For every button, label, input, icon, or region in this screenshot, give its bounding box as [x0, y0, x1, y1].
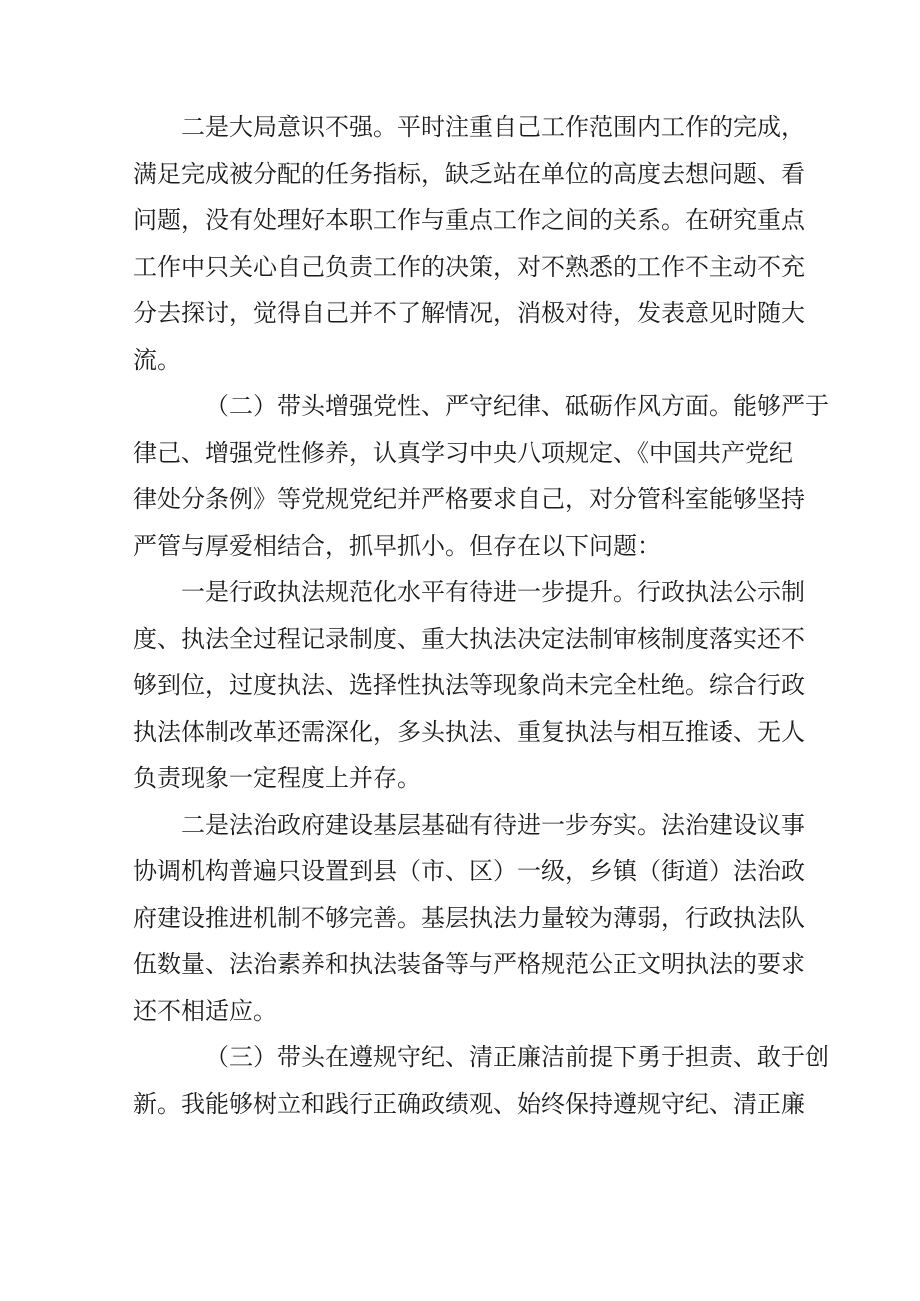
text-line: 二是法治政府建设基层基础有待进一步夯实。法治建设议事	[181, 810, 805, 839]
text-line: 协调机构普遍只设置到县（市、区）一级，乡镇（街道）法治政	[133, 857, 805, 885]
text-line: 律己、增强党性修养，认真学习中央八项规定、《中国共产党纪	[133, 438, 793, 467]
text-line: 新。我能够树立和践行正确政绩观、始终保持遵规守纪、清正廉	[133, 1089, 805, 1118]
paragraph-big-picture	[133, 104, 805, 383]
text-line: （二）带头增强党性、严守纪律、砥砺作风方面。能够严于	[205, 392, 829, 420]
paragraph-section-two-heading	[133, 383, 829, 569]
text-line: 够到位，过度执法、选择性执法等现象尚未完全杜绝。综合行政	[133, 671, 805, 699]
paragraph-rule-of-law-government	[133, 802, 805, 1035]
text-line: 问题，没有处理好本职工作与重点工作之间的关系。在研究重点	[133, 206, 805, 234]
document-body	[133, 104, 829, 1127]
text-line: 一是行政执法规范化水平有待进一步提升。行政执法公示制	[181, 578, 805, 606]
text-line: （三）带头在遵规守纪、清正廉洁前提下勇于担责、敢于创	[205, 1043, 829, 1071]
text-line: 满足完成被分配的任务指标，缺乏站在单位的高度去想问题、看	[133, 159, 805, 188]
text-line: 流。	[133, 345, 181, 374]
text-line: 分去探讨，觉得自己并不了解情况，消极对待，发表意见时随大	[133, 299, 805, 327]
text-line: 伍数量、法治素养和执法装备等与严格规范公正文明执法的要求	[133, 950, 805, 978]
text-line: 执法体制改革还需深化，多头执法、重复执法与相互推诿、无人	[133, 717, 805, 746]
text-line: 严管与厚爱相结合，抓早抓小。但存在以下问题：	[133, 531, 661, 560]
text-line: 工作中只关心自己负责工作的决策，对不熟悉的工作不主动不充	[133, 252, 805, 281]
text-line: 府建设推进机制不够完善。基层执法力量较为薄弱，行政执法队	[133, 903, 805, 932]
paragraph-law-enforcement	[133, 569, 805, 802]
paragraph-section-three-heading	[133, 1034, 829, 1127]
text-line: 律处分条例》等党规党纪并严格要求自己，对分管科室能够坚持	[133, 485, 805, 513]
text-line: 度、执法全过程记录制度、重大执法决定法制审核制度落实还不	[133, 624, 805, 653]
text-line: 负责现象一定程度上并存。	[133, 764, 421, 792]
text-line: 还不相适应。	[133, 996, 277, 1025]
text-line: 二是大局意识不强。平时注重自己工作范围内工作的完成，	[181, 113, 805, 141]
